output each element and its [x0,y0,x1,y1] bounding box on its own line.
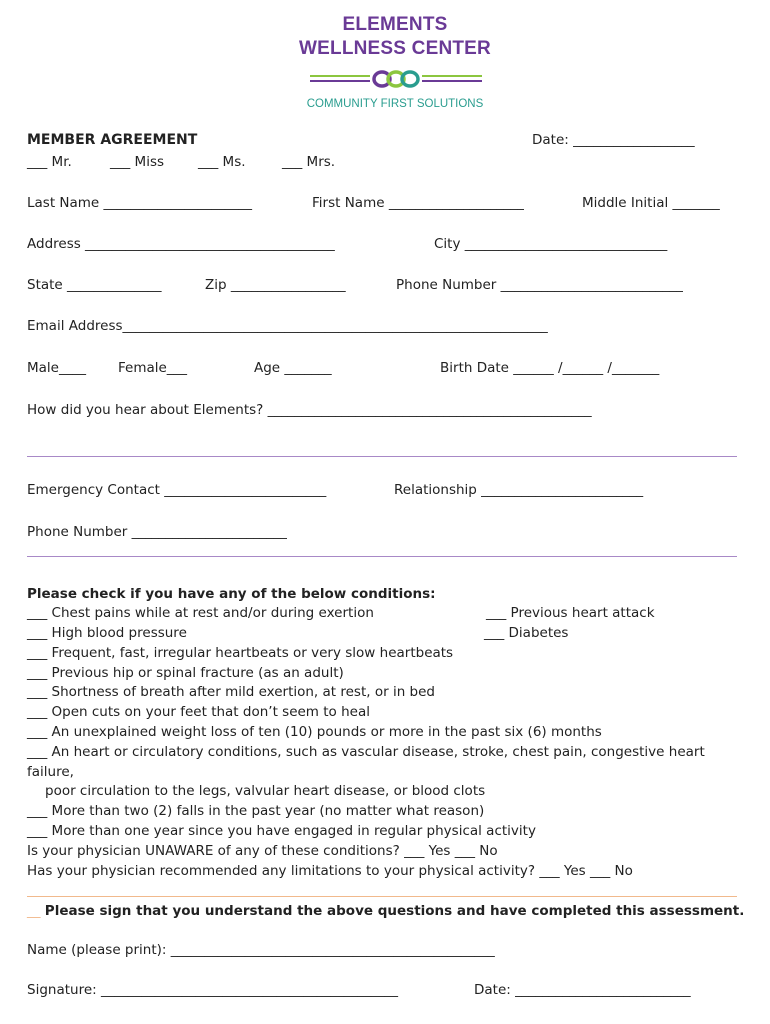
age-field[interactable]: Age _______ [254,360,332,376]
condition-item[interactable]: ___ More than one year since you have engaged in regular physical activity [27,823,536,839]
emergency-phone-field[interactable]: Phone Number _______________________ [27,524,287,540]
condition-item[interactable]: ___ Previous hip or spinal fracture (as an adult) [27,665,344,681]
condition-item-continued: failure, [27,764,74,780]
relationship-field[interactable]: Relationship ________________________ [394,482,644,498]
condition-item[interactable]: ___ Chest pains while at rest and/or during exertion [27,605,374,621]
salutation-miss[interactable]: ___ Miss [110,154,165,170]
birth-date-field[interactable]: Birth Date ______ /______ /_______ [440,360,660,376]
emergency-contact-field[interactable]: Emergency Contact ________________________ [27,482,327,498]
email-field[interactable]: Email Address_______________________________________________________________ [27,318,548,334]
condition-item[interactable]: ___ Diabetes [484,625,569,641]
logo-line-1: ELEMENTS [342,14,448,35]
physician-limitations-question[interactable]: Has your physician recommended any limitations to your physical activity? ___ Yes ___ No [27,863,633,879]
form-title: MEMBER AGREEMENT [27,132,198,148]
phone-field[interactable]: Phone Number ___________________________ [396,277,683,293]
rings-logo-icon [310,66,482,92]
section-divider [27,896,737,897]
condition-item[interactable]: ___ Previous heart attack [486,605,655,621]
signature-date-field[interactable]: Date: __________________________ [474,982,691,998]
condition-item[interactable]: ___ More than two (2) falls in the past year (no matter what reason) [27,803,485,819]
male-field[interactable]: Male____ [27,360,86,376]
salutation-ms[interactable]: ___ Ms. [198,154,246,170]
zip-field[interactable]: Zip _________________ [205,277,346,293]
name-print-field[interactable]: Name (please print): ________________________________________________ [27,942,495,958]
section-divider [27,556,737,557]
sign-statement [27,903,744,919]
female-field[interactable]: Female___ [118,360,188,376]
signature-field[interactable]: Signature: ____________________________________________ [27,982,398,998]
salutation-mrs[interactable]: ___ Mrs. [282,154,336,170]
city-field[interactable]: City ______________________________ [434,236,668,252]
heard-about-field[interactable]: How did you hear about Elements? ________________________________________________ [27,402,592,418]
logo-line-2: WELLNESS CENTER [299,38,491,59]
address-field[interactable]: Address _____________________________________ [27,236,335,252]
salutation-mr[interactable]: ___ Mr. [27,154,72,170]
condition-item[interactable]: ___ Open cuts on your feet that don’t seem to heal [27,704,370,720]
sign-check-blank[interactable]: __ [27,903,41,919]
sign-statement-text: Please sign that you understand the above questions and have completed this assessment. [44,903,745,919]
section-divider [27,456,737,457]
condition-item[interactable]: ___ High blood pressure [27,625,187,641]
last-name-field[interactable]: Last Name ______________________ [27,195,253,211]
logo-tagline: COMMUNITY FIRST SOLUTIONS [306,98,484,110]
condition-item[interactable]: ___ An unexplained weight loss of ten (10) pounds or more in the past six (6) months [27,724,602,740]
state-field[interactable]: State ______________ [27,277,162,293]
condition-item[interactable]: ___ An heart or circulatory conditions, such as vascular disease, stroke, chest pain, congestive heart [27,744,705,760]
condition-item[interactable]: ___ Shortness of breath after mild exertion, at rest, or in bed [27,684,435,700]
conditions-heading: Please check if you have any of the below conditions: [27,586,436,602]
date-field[interactable]: Date: __________________ [532,132,695,148]
condition-item[interactable]: ___ Frequent, fast, irregular heartbeats or very slow heartbeats [27,645,454,661]
condition-item-continued: poor circulation to the legs, valvular heart disease, or blood clots [45,783,486,799]
physician-unaware-question[interactable]: Is your physician UNAWARE of any of these conditions? ___ Yes ___ No [27,843,498,859]
middle-initial-field[interactable]: Middle Initial _______ [582,195,720,211]
first-name-field[interactable]: First Name ____________________ [312,195,524,211]
